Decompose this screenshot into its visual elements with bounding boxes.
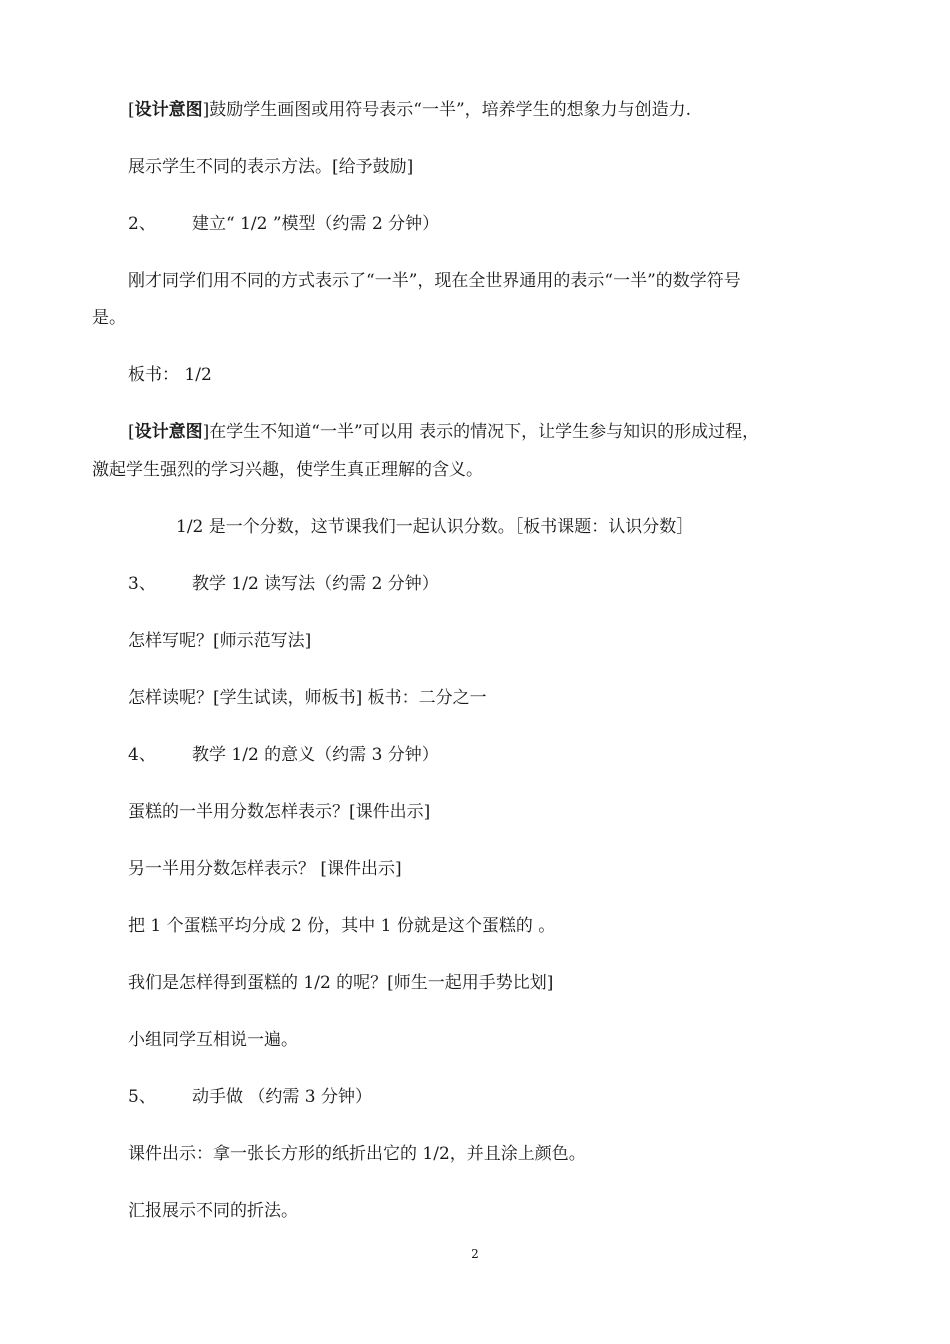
- blackboard-note: 板书： 1/2: [128, 365, 212, 385]
- paragraph-continuation: 是。: [92, 308, 126, 328]
- section-title: 建立“ 1/2 ”模型（约需 2 分钟）: [192, 214, 440, 234]
- paragraph-text: 在学生不知道“一半”可以用 表示的情况下，让学生参与知识的形成过程，: [209, 422, 760, 442]
- section-title: 教学 1/2 读写法（约需 2 分钟）: [192, 574, 439, 594]
- section-heading-5: [128, 1086, 372, 1108]
- paragraph: 怎样读呢？[学生试读，师板书] 板书：二分之一: [128, 688, 487, 708]
- paragraph: 汇报展示不同的折法。: [128, 1201, 298, 1221]
- section-heading-2: [128, 213, 439, 235]
- paragraph: 1/2 是一个分数，这节课我们一起认识分数。［板书课题：认识分数］: [176, 517, 694, 537]
- section-title: 教学 1/2 的意义（约需 3 分钟）: [192, 745, 439, 765]
- section-number: 5、: [128, 1087, 156, 1107]
- paragraph: 小组同学互相说一遍。: [128, 1030, 298, 1050]
- paragraph: 我们是怎样得到蛋糕的 1/2 的呢？[师生一起用手势比划]: [128, 973, 554, 993]
- paragraph-text: 鼓励学生画图或用符号表示“一半”，培养学生的想象力与创造力.: [209, 100, 692, 120]
- paragraph: 蛋糕的一半用分数怎样表示？[课件出示]: [128, 802, 431, 822]
- paragraph: 怎样写呢？[师示范写法]: [128, 631, 312, 651]
- section-title: 动手做 （约需 3 分钟）: [192, 1087, 373, 1107]
- section-number: 2、: [128, 214, 156, 234]
- section-heading-4: [128, 744, 439, 766]
- section-number: 4、: [128, 745, 156, 765]
- paragraph: 课件出示：拿一张长方形的纸折出它的 1/2，并且涂上颜色。: [128, 1144, 586, 1164]
- section-number: 3、: [128, 574, 156, 594]
- paragraph-continuation: 激起学生强烈的学习兴趣，使学生真正理解的含义。: [92, 460, 483, 480]
- design-intent-paragraph-2: [设计意图]在学生不知道“一半”可以用 表示的情况下，让学生参与知识的形成过程，: [128, 422, 760, 442]
- design-intent-paragraph-1: [设计意图]鼓励学生画图或用符号表示“一半”，培养学生的想象力与创造力.: [128, 100, 692, 120]
- section-heading-3: [128, 573, 439, 595]
- paragraph: 另一半用分数怎样表示？ [课件出示]: [128, 859, 402, 879]
- design-intent-tag: 设计意图: [134, 100, 203, 120]
- paragraph: 刚才同学们用不同的方式表示了“一半”，现在全世界通用的表示“一半”的数学符号: [128, 271, 741, 291]
- page-number: 2: [471, 1247, 479, 1261]
- paragraph: 把 1 个蛋糕平均分成 2 份，其中 1 份就是这个蛋糕的 。: [128, 916, 556, 936]
- design-intent-tag: 设计意图: [134, 422, 203, 442]
- paragraph: 展示学生不同的表示方法。[给予鼓励]: [128, 157, 414, 177]
